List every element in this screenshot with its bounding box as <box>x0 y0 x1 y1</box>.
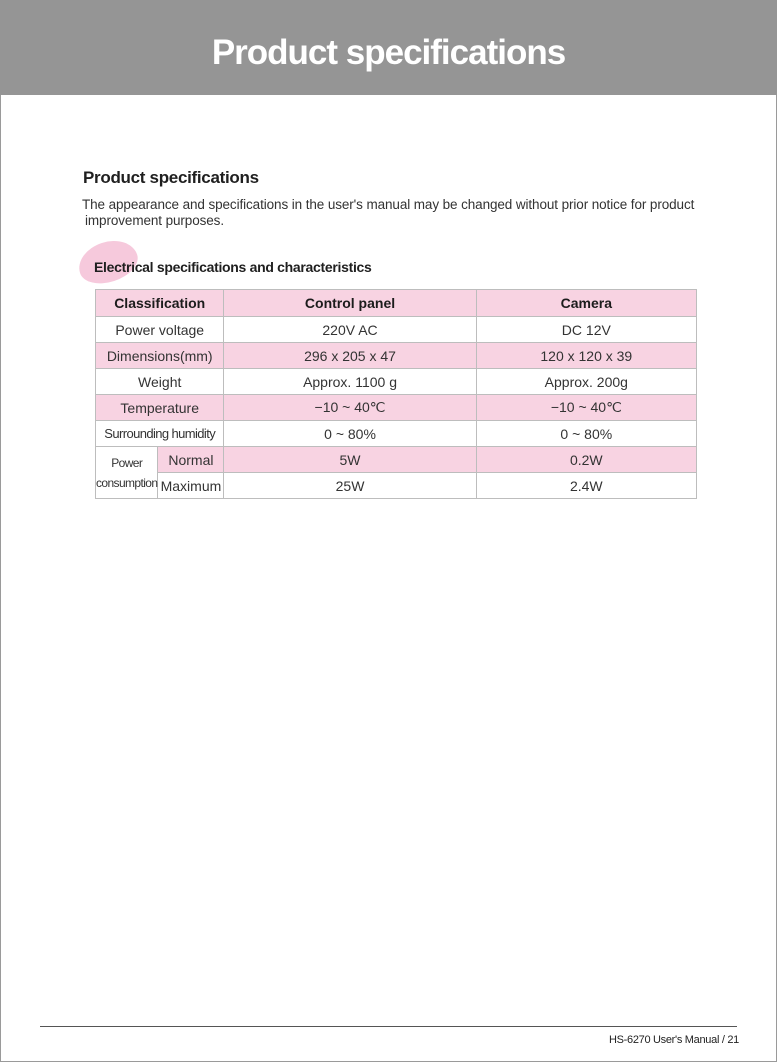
power-label-line-2: consumption <box>96 475 158 490</box>
normal-label: Normal <box>158 447 224 473</box>
camera-value: 2.4W <box>476 473 696 499</box>
header-camera: Camera <box>476 290 696 317</box>
table-row <box>96 317 697 343</box>
camera-value: 0 ~ 80% <box>476 421 696 447</box>
row-label: Temperature <box>96 395 224 421</box>
footer-rule <box>40 1026 737 1027</box>
table-row <box>96 421 697 447</box>
table-row <box>96 473 697 499</box>
control-value: −10 ~ 40℃ <box>224 395 476 421</box>
page-banner <box>0 0 777 95</box>
section-title: Product specifications <box>83 168 259 187</box>
spec-table <box>95 289 697 499</box>
row-label: Dimensions(mm) <box>96 343 224 369</box>
notice-line-2: improvement purposes. <box>85 213 224 228</box>
table-row <box>96 369 697 395</box>
notice-text <box>82 197 722 229</box>
camera-value: −10 ~ 40℃ <box>476 395 696 421</box>
banner-title: Product specifications <box>211 32 566 72</box>
camera-value: 120 x 120 x 39 <box>476 343 696 369</box>
control-value: 220V AC <box>224 317 476 343</box>
table-row <box>96 343 697 369</box>
camera-value: 0.2W <box>476 447 696 473</box>
row-label: Weight <box>96 369 224 395</box>
footer-page-label: HS-6270 User's Manual / 21 <box>608 1034 739 1046</box>
table-header-row <box>96 290 697 317</box>
row-label: Power voltage <box>96 317 224 343</box>
header-classification: Classification <box>96 290 224 317</box>
control-value: 25W <box>224 473 476 499</box>
control-value: 0 ~ 80% <box>224 421 476 447</box>
control-value: Approx. 1100 g <box>224 369 476 395</box>
control-value: 296 x 205 x 47 <box>224 343 476 369</box>
table-row <box>96 395 697 421</box>
power-label-line-1: Power <box>111 455 143 470</box>
row-label: Surrounding humidity <box>96 421 224 447</box>
maximum-label: Maximum <box>158 473 224 499</box>
header-control-panel: Control panel <box>224 290 476 317</box>
subsection-title: Electrical specifications and characteristics <box>94 259 372 275</box>
table-row <box>96 447 697 473</box>
notice-line-1: The appearance and specifications in the user's manual may be changed without prior notice for product <box>82 197 695 212</box>
camera-value: DC 12V <box>476 317 696 343</box>
power-consumption-label <box>96 447 158 499</box>
camera-value: Approx. 200g <box>476 369 696 395</box>
control-value: 5W <box>224 447 476 473</box>
